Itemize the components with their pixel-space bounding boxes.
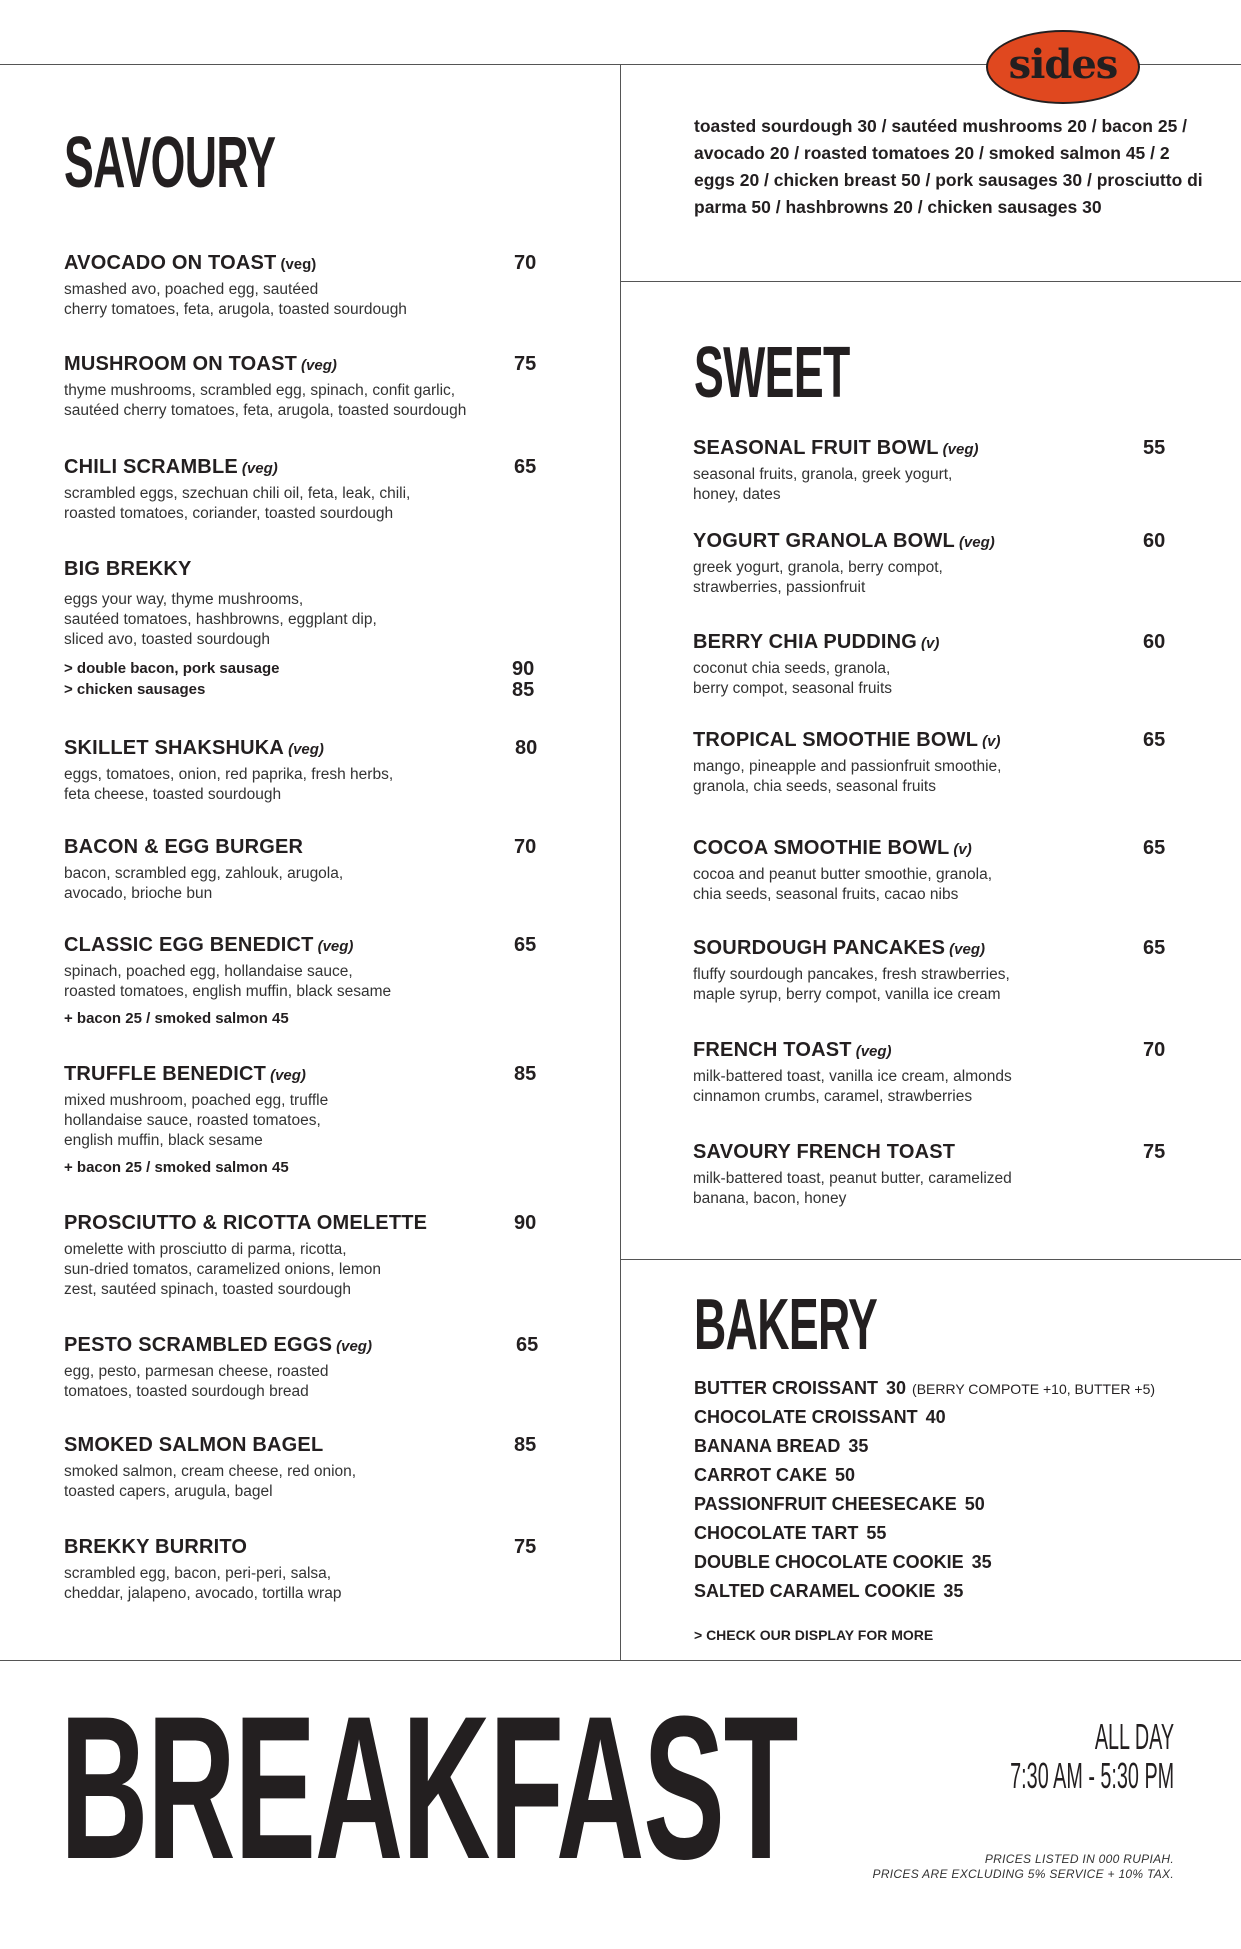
- price-note-currency: PRICES LISTED IN 000 RUPIAH.: [984, 1852, 1174, 1866]
- item-tag: (veg): [317, 938, 354, 955]
- item-description: milk-battered toast, peanut butter, caramelized banana, bacon, honey: [693, 1170, 1012, 1207]
- menu-item: [64, 558, 584, 702]
- item-price: 70: [1143, 1039, 1166, 1061]
- item-addons: + bacon 25 / smoked salmon 45: [64, 1159, 289, 1176]
- item-name: BREKKY BURRITO: [64, 1536, 248, 1558]
- item-name: SMOKED SALMON BAGEL: [64, 1434, 324, 1456]
- menu-item: [693, 1141, 1213, 1209]
- item-price: 80: [515, 737, 538, 759]
- item-name: TRUFFLE BENEDICT: [64, 1063, 267, 1085]
- item-name: PESTO SCRAMBLED EGGS: [64, 1334, 333, 1356]
- option-price: 85: [512, 679, 535, 701]
- item-tag: (veg): [958, 534, 995, 551]
- bakery-item: [694, 1581, 1214, 1610]
- bakery-item-name: PASSIONFRUIT CHEESECAKE: [694, 1494, 957, 1514]
- item-name: FRENCH TOAST: [693, 1039, 852, 1061]
- bakery-item: [694, 1436, 1214, 1465]
- bakery-item-price: 55: [866, 1523, 887, 1543]
- bakery-item-price: 35: [848, 1436, 869, 1456]
- bakery-item-name: CHOCOLATE CROISSANT: [694, 1407, 918, 1427]
- menu-item: [64, 1536, 584, 1604]
- item-description: greek yogurt, granola, berry compot, strawberries, passionfruit: [693, 559, 943, 596]
- menu-item: [693, 631, 1213, 699]
- footer-rule: [0, 1660, 1241, 1661]
- bakery-title: BAKERY: [694, 1285, 878, 1365]
- menu-item: [64, 353, 584, 421]
- item-price: 75: [514, 1536, 537, 1558]
- bakery-item-name: CARROT CAKE: [694, 1465, 827, 1485]
- item-price: 85: [514, 1063, 537, 1085]
- item-price: 70: [514, 836, 537, 858]
- bakery-display-note: > CHECK OUR DISPLAY FOR MORE: [694, 1627, 934, 1643]
- item-name: BIG BREKKY: [64, 558, 192, 580]
- item-description: smoked salmon, cream cheese, red onion, toasted capers, arugula, bagel: [64, 1463, 357, 1500]
- bakery-item-name: CHOCOLATE TART: [694, 1523, 859, 1543]
- bakery-item-name: DOUBLE CHOCOLATE COOKIE: [694, 1552, 964, 1572]
- item-description: milk-battered toast, vanilla ice cream, almonds cinnamon crumbs, caramel, strawberries: [693, 1068, 1012, 1105]
- bakery-item-price: 35: [943, 1581, 964, 1601]
- item-tag: (veg): [301, 357, 337, 374]
- item-price: 65: [1143, 729, 1166, 751]
- item-name: TROPICAL SMOOTHIE BOWL: [693, 729, 979, 751]
- item-name: CHILI SCRAMBLE: [64, 456, 238, 478]
- menu-item: [693, 437, 1213, 505]
- menu-item: [64, 1063, 584, 1176]
- item-description: seasonal fruits, granola, greek yogurt, honey, dates: [693, 466, 953, 503]
- bakery-item-price: 35: [971, 1552, 992, 1572]
- item-name: SAVOURY FRENCH TOAST: [693, 1141, 956, 1163]
- item-tag: (veg): [241, 460, 278, 477]
- item-description: smashed avo, poached egg, sautéed cherry tomatoes, feta, arugola, toasted sourdough: [64, 281, 407, 318]
- bakery-item-note: (BERRY COMPOTE +10, BUTTER +5): [912, 1381, 1156, 1397]
- breakfast-title: BREAKFAST: [60, 1674, 798, 1902]
- sides-badge: [986, 30, 1140, 104]
- item-price: 90: [514, 1212, 537, 1234]
- item-description: mango, pineapple and passionfruit smoothie, granola, chia seeds, seasonal fruits: [693, 758, 1002, 795]
- item-tag: (veg): [942, 441, 979, 458]
- price-note-tax: PRICES ARE EXCLUDING 5% SERVICE + 10% TAX.: [872, 1867, 1174, 1881]
- column-divider: [620, 64, 621, 1660]
- bakery-item-price: 50: [835, 1465, 856, 1485]
- hours-time: 7:30 AM - 5:30 PM: [1010, 1755, 1174, 1796]
- menu-item: [64, 456, 584, 524]
- item-name: COCOA SMOOTHIE BOWL: [693, 837, 950, 859]
- item-option: [64, 660, 584, 681]
- item-price: 75: [514, 353, 537, 375]
- item-description: scrambled eggs, szechuan chili oil, feta, leak, chili, roasted tomatoes, coriander, toasted sourdough: [64, 485, 411, 522]
- sweet-rule: [620, 1259, 1241, 1260]
- bakery-list: [694, 1378, 1214, 1610]
- savoury-title: SAVOURY: [64, 123, 276, 203]
- item-price: 85: [514, 1434, 537, 1456]
- item-name: MUSHROOM ON TOAST: [64, 353, 298, 375]
- item-tag: (veg): [336, 1338, 372, 1355]
- bakery-item-name: BANANA BREAD: [694, 1436, 841, 1456]
- menu-item: [64, 1334, 584, 1402]
- bakery-item: [694, 1378, 1214, 1407]
- item-price: 60: [1143, 530, 1166, 552]
- item-description: fluffy sourdough pancakes, fresh strawberries, maple syrup, berry compot, vanilla ice cream: [693, 966, 1010, 1003]
- item-tag: (veg): [270, 1067, 306, 1084]
- item-price: 75: [1143, 1141, 1166, 1163]
- item-description: mixed mushroom, poached egg, truffle hollandaise sauce, roasted tomatoes, english muffin, black sesame: [64, 1092, 329, 1149]
- menu-item: [693, 530, 1213, 598]
- bakery-item-price: 50: [964, 1494, 985, 1514]
- bakery-item: [694, 1465, 1214, 1494]
- item-tag: (veg): [288, 741, 324, 758]
- bakery-item: [694, 1407, 1214, 1436]
- item-description: cocoa and peanut butter smoothie, granola, chia seeds, seasonal fruits, cacao nibs: [693, 866, 993, 903]
- menu-item: [64, 737, 584, 805]
- option-label: > chicken sausages: [64, 681, 206, 698]
- item-price: 65: [514, 456, 537, 478]
- menu-item: [693, 729, 1213, 797]
- item-addons: + bacon 25 / smoked salmon 45: [64, 1010, 289, 1027]
- item-price: 65: [516, 1334, 539, 1356]
- menu-item: [693, 1039, 1213, 1107]
- item-name: AVOCADO ON TOAST: [64, 252, 277, 274]
- item-name: PROSCIUTTO & RICOTTA OMELETTE: [64, 1212, 428, 1234]
- item-description: coconut chia seeds, granola, berry compot, seasonal fruits: [693, 660, 893, 697]
- item-name: SEASONAL FRUIT BOWL: [693, 437, 939, 459]
- bakery-item: [694, 1552, 1214, 1581]
- menu-item: [64, 252, 584, 320]
- item-description: bacon, scrambled egg, zahlouk, arugola, avocado, brioche bun: [64, 865, 344, 902]
- item-tag: (v): [982, 733, 1001, 750]
- item-options: [64, 660, 584, 702]
- menu-item: [64, 1434, 584, 1502]
- menu-item: [64, 836, 584, 904]
- item-name: SOURDOUGH PANCAKES: [693, 937, 946, 959]
- item-option: [64, 681, 584, 702]
- menu-item: [64, 1212, 584, 1300]
- bakery-item-price: 40: [925, 1407, 946, 1427]
- hours-label: ALL DAY: [1094, 1716, 1174, 1757]
- item-name: BACON & EGG BURGER: [64, 836, 304, 858]
- option-price: 90: [512, 658, 535, 680]
- menu-item: [693, 837, 1213, 905]
- item-price: 55: [1143, 437, 1166, 459]
- item-description: thyme mushrooms, scrambled egg, spinach, confit garlic, sautéed cherry tomatoes, feta, arugola, toasted sourdough: [64, 382, 467, 419]
- item-tag: (v): [921, 635, 940, 652]
- item-price: 65: [1143, 937, 1166, 959]
- item-description: eggs, tomatoes, onion, red paprika, fresh herbs, feta cheese, toasted sourdough: [64, 766, 394, 803]
- item-description: spinach, poached egg, hollandaise sauce, roasted tomatoes, english muffin, black sesame: [64, 963, 392, 1000]
- item-name: SKILLET SHAKSHUKA: [64, 737, 285, 759]
- item-name: BERRY CHIA PUDDING: [693, 631, 917, 653]
- bakery-item-name: SALTED CARAMEL COOKIE: [694, 1581, 936, 1601]
- option-label: > double bacon, pork sausage: [64, 660, 280, 677]
- item-description: egg, pesto, parmesan cheese, roasted tomatoes, toasted sourdough bread: [64, 1363, 329, 1400]
- bakery-item: [694, 1523, 1214, 1552]
- sides-list: toasted sourdough 30 / sautéed mushrooms 20 / bacon 25 / avocado 20 / roasted tomatoes 20 / smoked salmon 45 / 2 eggs 20 / chicken breast 50 / pork sausages 30 / prosciutto di parma 50 / hashbrowns 20 / chicken sausages 30: [694, 116, 1203, 217]
- bakery-item: [694, 1494, 1214, 1523]
- item-price: 65: [1143, 837, 1166, 859]
- bakery-item-name: BUTTER CROISSANT: [694, 1378, 878, 1398]
- sides-rule: [620, 281, 1241, 282]
- item-description: scrambled egg, bacon, peri-peri, salsa, cheddar, jalapeno, avocado, tortilla wrap: [64, 1565, 342, 1602]
- menu-item: [64, 934, 584, 1027]
- item-price: 60: [1143, 631, 1166, 653]
- item-description: eggs your way, thyme mushrooms, sautéed tomatoes, hashbrowns, eggplant dip, sliced avo, toasted sourdough: [64, 591, 377, 648]
- item-name: YOGURT GRANOLA BOWL: [693, 530, 955, 552]
- item-tag: (veg): [855, 1043, 892, 1060]
- menu-item: [693, 937, 1213, 1005]
- item-tag: (veg): [949, 941, 985, 958]
- item-price: 70: [514, 252, 537, 274]
- bakery-item-price: 30: [886, 1378, 907, 1398]
- sweet-title: SWEET: [694, 333, 850, 413]
- item-name: CLASSIC EGG BENEDICT: [64, 934, 314, 956]
- item-description: omelette with prosciutto di parma, ricotta, sun-dried tomatos, caramelized onions, lemon zest, sautéed spinach, toasted sourdough: [64, 1241, 382, 1298]
- item-tag: (v): [953, 841, 972, 858]
- item-price: 65: [514, 934, 537, 956]
- item-tag: (veg): [280, 256, 317, 273]
- sides-badge-label: sides: [1008, 40, 1118, 88]
